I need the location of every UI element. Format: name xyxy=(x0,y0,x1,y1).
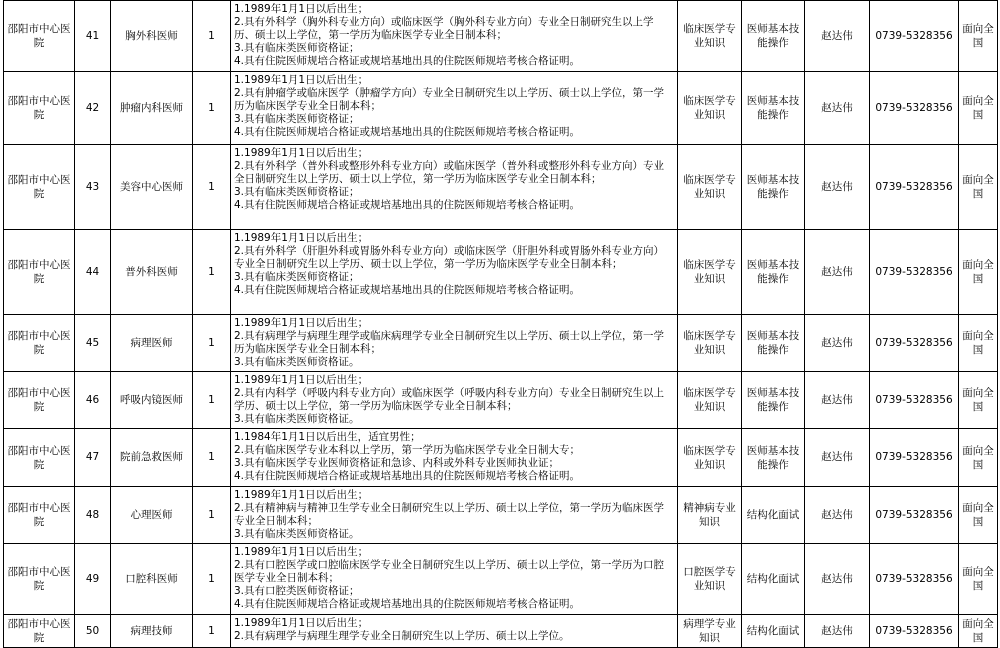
requirements-cell xyxy=(231,72,678,145)
hospital-cell: 邵阳市中心医院 xyxy=(4,72,75,145)
requirement-line: 3.具有临床类医师资格证； xyxy=(234,186,360,198)
requirement-line: 3.具有口腔类医师资格证； xyxy=(234,585,360,597)
requirement-line: 1.1989年1月1日以后出生； xyxy=(234,546,369,558)
row-number-cell: 45 xyxy=(75,315,111,372)
requirement-line: 2.具有外科学（胸外科专业方向）或临床医学（胸外科专业方向）专业全日制研究生以上学历、硕士以上学位，第一学历为临床医学专业全日制本科； xyxy=(234,16,654,41)
skills-test-cell: 医师基本技能操作 xyxy=(742,372,805,429)
hospital-cell: 邵阳市中心医院 xyxy=(4,1,75,72)
requirements-cell xyxy=(231,487,678,544)
recruit-scope-cell: 面向全国 xyxy=(959,1,998,72)
headcount-cell: 1 xyxy=(193,72,231,145)
requirement-line: 4.具有住院医师规培合格证或规培基地出具的住院医师规培考核合格证明。 xyxy=(234,126,581,138)
hospital-cell: 邵阳市中心医院 xyxy=(4,315,75,372)
recruit-scope-cell: 面向全国 xyxy=(959,230,998,315)
hospital-cell: 邵阳市中心医院 xyxy=(4,615,75,648)
hospital-cell: 邵阳市中心医院 xyxy=(4,487,75,544)
contact-person-cell: 赵达伟 xyxy=(805,315,870,372)
requirements-cell xyxy=(231,315,678,372)
requirement-line: 2.具有临床医学专业本科以上学历，第一学历为临床医学专业全日制大专； xyxy=(234,444,581,456)
requirement-line: 4.具有住院医师规培合格证或规培基地出具的住院医师规培考核合格证明。 xyxy=(234,598,581,610)
position-cell: 病理医师 xyxy=(111,315,193,372)
headcount-cell: 1 xyxy=(193,544,231,615)
requirement-line: 3.具有临床类医师资格证； xyxy=(234,271,360,283)
position-cell: 肿瘤内科医师 xyxy=(111,72,193,145)
requirement-line: 1.1989年1月1日以后出生； xyxy=(234,147,369,159)
requirement-line: 2.具有口腔医学或口腔临床医学专业全日制研究生以上学历、硕士以上学位，第一学历为口腔医学专业全日制本科； xyxy=(234,559,665,584)
contact-person-cell: 赵达伟 xyxy=(805,429,870,487)
contact-person-cell: 赵达伟 xyxy=(805,544,870,615)
skills-test-cell: 医师基本技能操作 xyxy=(742,315,805,372)
recruit-scope-cell: 面向全国 xyxy=(959,145,998,230)
table-body xyxy=(4,1,998,648)
skills-test-cell: 医师基本技能操作 xyxy=(742,230,805,315)
contact-person-cell: 赵达伟 xyxy=(805,615,870,648)
written-exam-cell: 临床医学专业知识 xyxy=(678,315,742,372)
table-row xyxy=(4,1,998,72)
requirement-line: 1.1989年1月1日以后出生； xyxy=(234,74,369,86)
row-number-cell: 41 xyxy=(75,1,111,72)
written-exam-cell: 临床医学专业知识 xyxy=(678,429,742,487)
row-number-cell: 44 xyxy=(75,230,111,315)
position-cell: 呼吸内镜医师 xyxy=(111,372,193,429)
phone-cell: 0739-5328356 xyxy=(870,487,959,544)
position-cell: 口腔科医师 xyxy=(111,544,193,615)
hospital-cell: 邵阳市中心医院 xyxy=(4,372,75,429)
phone-cell: 0739-5328356 xyxy=(870,372,959,429)
phone-cell: 0739-5328356 xyxy=(870,230,959,315)
recruit-scope-cell: 面向全国 xyxy=(959,487,998,544)
phone-cell: 0739-5328356 xyxy=(870,429,959,487)
requirement-line: 3.具有临床类医师资格证。 xyxy=(234,413,360,425)
headcount-cell: 1 xyxy=(193,429,231,487)
requirement-line: 3.具有临床类医师资格证。 xyxy=(234,528,360,540)
phone-cell: 0739-5328356 xyxy=(870,145,959,230)
requirement-line: 4.具有住院医师规培合格证或规培基地出具的住院医师规培考核合格证明。 xyxy=(234,284,581,296)
skills-test-cell: 医师基本技能操作 xyxy=(742,1,805,72)
requirement-line: 2.具有病理学与病理生理学或临床病理学专业全日制研究生以上学历、硕士以上学位，第一学历为临床医学专业全日制本科； xyxy=(234,330,665,355)
requirement-line: 3.具有临床类医师资格证； xyxy=(234,42,360,54)
table-row xyxy=(4,72,998,145)
row-number-cell: 50 xyxy=(75,615,111,648)
contact-person-cell: 赵达伟 xyxy=(805,1,870,72)
requirement-line: 4.具有住院医师规培合格证或规培基地出具的住院医师规培考核合格证明。 xyxy=(234,55,581,67)
row-number-cell: 47 xyxy=(75,429,111,487)
written-exam-cell: 临床医学专业知识 xyxy=(678,145,742,230)
requirements-cell xyxy=(231,145,678,230)
recruitment-table xyxy=(3,0,998,648)
skills-test-cell: 结构化面试 xyxy=(742,544,805,615)
row-number-cell: 49 xyxy=(75,544,111,615)
contact-person-cell: 赵达伟 xyxy=(805,230,870,315)
headcount-cell: 1 xyxy=(193,1,231,72)
requirement-line: 2.具有肿瘤学或临床医学（肿瘤学方向）专业全日制研究生以上学历、硕士以上学位，第一学历为临床医学专业全日制本科； xyxy=(234,87,665,112)
requirement-line: 1.1989年1月1日以后出生； xyxy=(234,489,369,501)
table-row xyxy=(4,429,998,487)
requirement-line: 3.具有临床类医师资格证； xyxy=(234,113,360,125)
requirement-line: 1.1989年1月1日以后出生； xyxy=(234,317,369,329)
position-cell: 病理技师 xyxy=(111,615,193,648)
position-cell: 普外科医师 xyxy=(111,230,193,315)
hospital-cell: 邵阳市中心医院 xyxy=(4,230,75,315)
requirement-line: 2.具有内科学（呼吸内科专业方向）或临床医学（呼吸内科专业方向）专业全日制研究生以上学历、硕士以上学位，第一学历为临床医学专业全日制本科； xyxy=(234,387,665,412)
requirements-cell xyxy=(231,615,678,648)
table-row xyxy=(4,615,998,648)
recruit-scope-cell: 面向全国 xyxy=(959,72,998,145)
table-row xyxy=(4,372,998,429)
row-number-cell: 43 xyxy=(75,145,111,230)
recruit-scope-cell: 面向全国 xyxy=(959,429,998,487)
recruit-scope-cell: 面向全国 xyxy=(959,372,998,429)
contact-person-cell: 赵达伟 xyxy=(805,145,870,230)
recruit-scope-cell: 面向全国 xyxy=(959,544,998,615)
requirements-cell xyxy=(231,1,678,72)
position-cell: 胸外科医师 xyxy=(111,1,193,72)
headcount-cell: 1 xyxy=(193,615,231,648)
recruit-scope-cell: 面向全国 xyxy=(959,615,998,648)
hospital-cell: 邵阳市中心医院 xyxy=(4,544,75,615)
headcount-cell: 1 xyxy=(193,145,231,230)
written-exam-cell: 口腔医学专业知识 xyxy=(678,544,742,615)
table-row xyxy=(4,145,998,230)
skills-test-cell: 医师基本技能操作 xyxy=(742,72,805,145)
skills-test-cell: 结构化面试 xyxy=(742,487,805,544)
requirement-line: 2.具有精神病与精神卫生学专业全日制研究生以上学历、硕士以上学位，第一学历为临床医学专业全日制本科； xyxy=(234,502,665,527)
contact-person-cell: 赵达伟 xyxy=(805,72,870,145)
position-cell: 心理医师 xyxy=(111,487,193,544)
requirements-cell xyxy=(231,230,678,315)
position-cell: 美容中心医师 xyxy=(111,145,193,230)
skills-test-cell: 结构化面试 xyxy=(742,615,805,648)
written-exam-cell: 临床医学专业知识 xyxy=(678,72,742,145)
written-exam-cell: 临床医学专业知识 xyxy=(678,1,742,72)
headcount-cell: 1 xyxy=(193,372,231,429)
requirement-line: 1.1989年1月1日以后出生； xyxy=(234,3,369,15)
hospital-cell: 邵阳市中心医院 xyxy=(4,145,75,230)
phone-cell: 0739-5328356 xyxy=(870,1,959,72)
position-cell: 院前急救医师 xyxy=(111,429,193,487)
requirement-line: 4.具有住院医师规培合格证或规培基地出具的住院医师规培考核合格证明。 xyxy=(234,470,581,482)
requirement-line: 4.具有住院医师规培合格证或规培基地出具的住院医师规培考核合格证明。 xyxy=(234,199,581,211)
written-exam-cell: 精神病专业知识 xyxy=(678,487,742,544)
requirement-line: 2.具有外科学（普外科或整形外科专业方向）或临床医学（普外科或整形外科专业方向）专业全日制研究生以上学历、硕士以上学位，第一学历为临床医学专业全日制本科； xyxy=(234,160,665,185)
written-exam-cell: 临床医学专业知识 xyxy=(678,372,742,429)
table-row xyxy=(4,315,998,372)
phone-cell: 0739-5328356 xyxy=(870,544,959,615)
headcount-cell: 1 xyxy=(193,315,231,372)
requirement-line: 1.1989年1月1日以后出生； xyxy=(234,617,369,629)
requirement-line: 1.1984年1月1日以后出生，适宜男性； xyxy=(234,431,421,443)
hospital-cell: 邵阳市中心医院 xyxy=(4,429,75,487)
skills-test-cell: 医师基本技能操作 xyxy=(742,429,805,487)
requirements-cell xyxy=(231,429,678,487)
headcount-cell: 1 xyxy=(193,487,231,544)
requirement-line: 2.具有外科学（肝胆外科或胃肠外科专业方向）或临床医学（肝胆外科或胃肠外科专业方向）专业全日制研究生以上学历、硕士以上学位，第一学历为临床医学专业全日制本科； xyxy=(234,245,665,270)
skills-test-cell: 医师基本技能操作 xyxy=(742,145,805,230)
table-row xyxy=(4,230,998,315)
row-number-cell: 46 xyxy=(75,372,111,429)
requirement-line: 3.具有临床类医师资格证。 xyxy=(234,356,360,368)
phone-cell: 0739-5328356 xyxy=(870,72,959,145)
phone-cell: 0739-5328356 xyxy=(870,315,959,372)
written-exam-cell: 临床医学专业知识 xyxy=(678,230,742,315)
requirement-line: 3.具有临床医学专业医师资格证和急诊、内科或外科专业医师执业证； xyxy=(234,457,560,469)
phone-cell: 0739-5328356 xyxy=(870,615,959,648)
row-number-cell: 42 xyxy=(75,72,111,145)
table-row xyxy=(4,487,998,544)
row-number-cell: 48 xyxy=(75,487,111,544)
written-exam-cell: 病理学专业知识 xyxy=(678,615,742,648)
requirements-cell xyxy=(231,372,678,429)
contact-person-cell: 赵达伟 xyxy=(805,487,870,544)
table-row xyxy=(4,544,998,615)
requirement-line: 1.1989年1月1日以后出生； xyxy=(234,374,369,386)
recruit-scope-cell: 面向全国 xyxy=(959,315,998,372)
requirement-line: 1.1989年1月1日以后出生； xyxy=(234,232,369,244)
requirements-cell xyxy=(231,544,678,615)
requirement-line: 2.具有病理学与病理生理学专业全日制研究生以上学历、硕士以上学位。 xyxy=(234,630,570,642)
contact-person-cell: 赵达伟 xyxy=(805,372,870,429)
headcount-cell: 1 xyxy=(193,230,231,315)
